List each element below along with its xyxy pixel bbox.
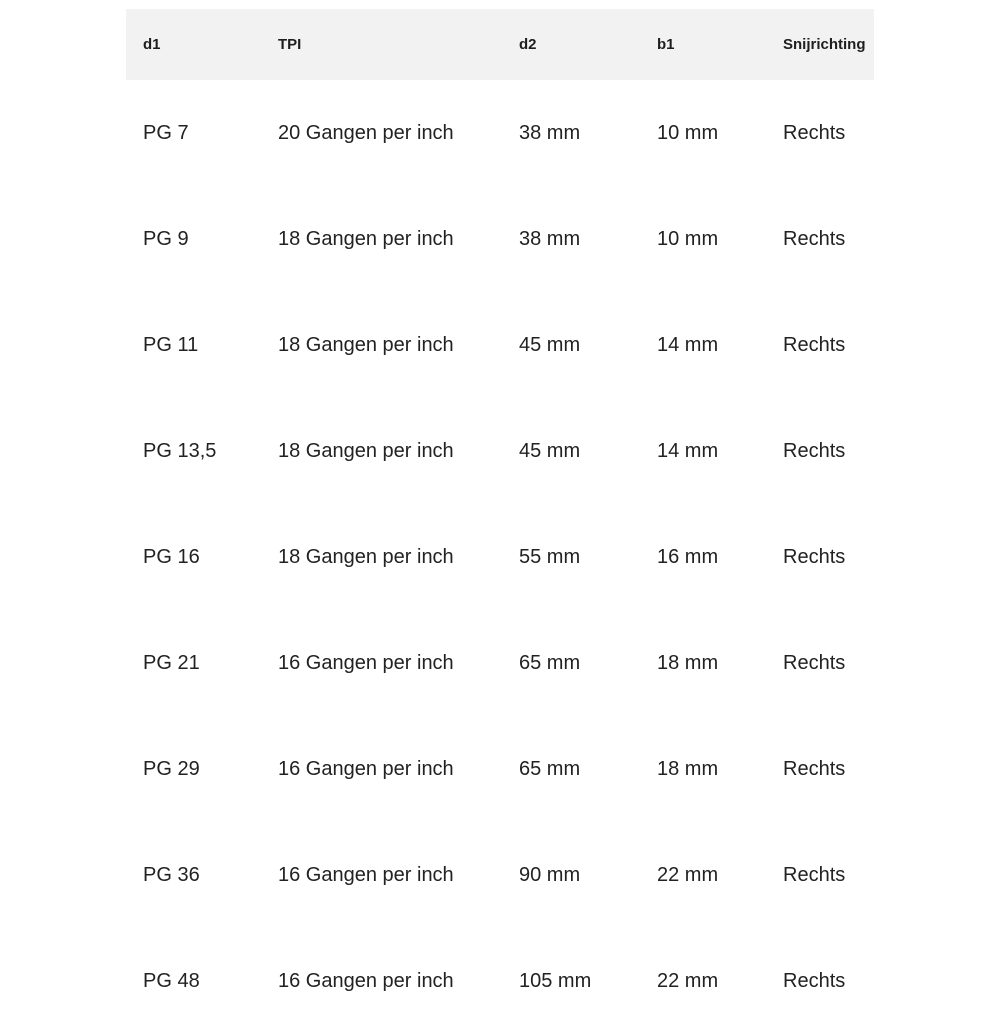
cell-d2: 45 mm (519, 439, 581, 462)
cell-b1: 22 mm (657, 863, 719, 886)
cell-snijrichting: Rechts (783, 439, 846, 462)
table-row (126, 716, 874, 822)
cell-snijrichting: Rechts (783, 757, 846, 780)
cell-d1: PG 36 (143, 863, 200, 886)
table-body (126, 80, 874, 1034)
cell-d2: 65 mm (519, 757, 581, 780)
cell-d2: 38 mm (519, 121, 581, 144)
cell-tpi: 18 Gangen per inch (278, 227, 454, 250)
cell-d2: 55 mm (519, 545, 581, 568)
cell-tpi: 16 Gangen per inch (278, 651, 454, 674)
cell-d1: PG 13,5 (143, 439, 217, 462)
header-d2: d2 (519, 36, 537, 53)
cell-tpi: 16 Gangen per inch (278, 863, 454, 886)
cell-b1: 22 mm (657, 969, 719, 992)
cell-b1: 18 mm (657, 651, 719, 674)
cell-d1: PG 48 (143, 969, 200, 992)
cell-tpi: 18 Gangen per inch (278, 439, 454, 462)
cell-d2: 38 mm (519, 227, 581, 250)
cell-snijrichting: Rechts (783, 227, 846, 250)
cell-b1: 14 mm (657, 333, 719, 356)
table-row (126, 186, 874, 292)
table-row (126, 398, 874, 504)
cell-d1: PG 9 (143, 227, 189, 250)
cell-snijrichting: Rechts (783, 863, 846, 886)
table-row (126, 610, 874, 716)
header-snijrichting: Snijrichting (783, 36, 866, 53)
table-row (126, 822, 874, 928)
header-b1: b1 (657, 36, 675, 53)
cell-d2: 45 mm (519, 333, 581, 356)
cell-d2: 90 mm (519, 863, 581, 886)
table-row (126, 292, 874, 398)
table-header (126, 9, 874, 80)
cell-d1: PG 29 (143, 757, 200, 780)
table-row (126, 928, 874, 1034)
spec-table (126, 9, 874, 1034)
cell-b1: 16 mm (657, 545, 719, 568)
header-d1: d1 (143, 36, 161, 53)
table-row (126, 504, 874, 610)
header-tpi: TPI (278, 36, 302, 53)
cell-tpi: 16 Gangen per inch (278, 757, 454, 780)
cell-d2: 65 mm (519, 651, 581, 674)
cell-snijrichting: Rechts (783, 333, 846, 356)
cell-tpi: 20 Gangen per inch (278, 121, 454, 144)
cell-d1: PG 7 (143, 121, 189, 144)
cell-b1: 18 mm (657, 757, 719, 780)
table-row (126, 80, 874, 186)
cell-b1: 10 mm (657, 227, 719, 250)
cell-snijrichting: Rechts (783, 969, 846, 992)
cell-snijrichting: Rechts (783, 651, 846, 674)
cell-snijrichting: Rechts (783, 545, 846, 568)
cell-tpi: 18 Gangen per inch (278, 545, 454, 568)
cell-d1: PG 11 (143, 333, 199, 356)
cell-tpi: 18 Gangen per inch (278, 333, 454, 356)
cell-b1: 14 mm (657, 439, 719, 462)
cell-snijrichting: Rechts (783, 121, 846, 144)
cell-d1: PG 21 (143, 651, 200, 674)
cell-d1: PG 16 (143, 545, 200, 568)
cell-d2: 105 mm (519, 969, 592, 992)
cell-b1: 10 mm (657, 121, 719, 144)
cell-tpi: 16 Gangen per inch (278, 969, 454, 992)
